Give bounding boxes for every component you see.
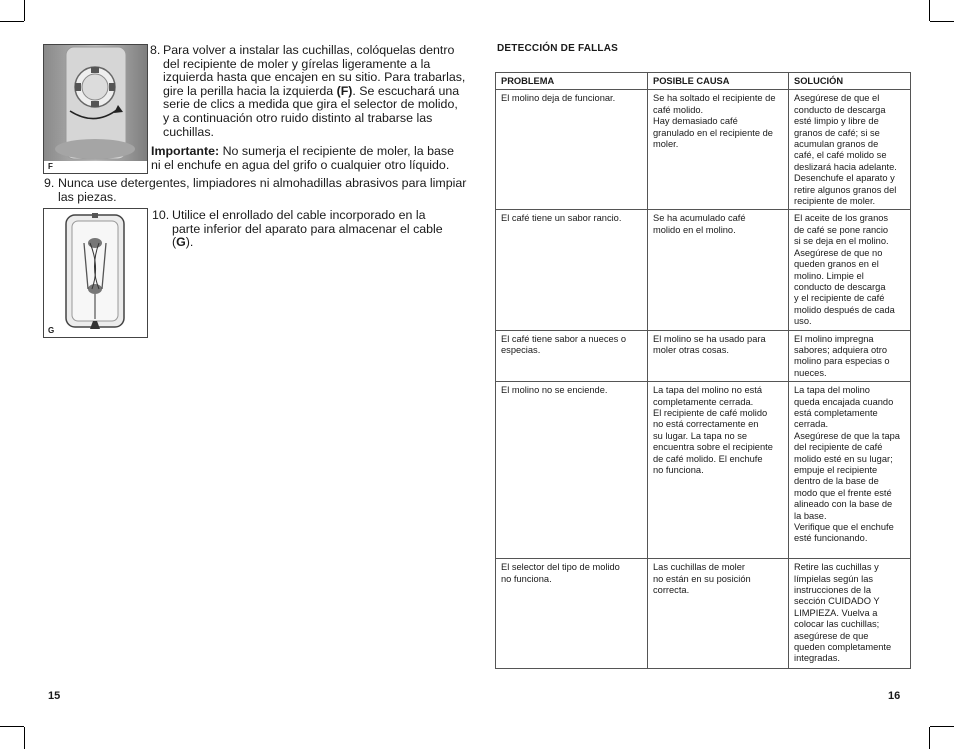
cell-line: moler otras cosas. bbox=[653, 344, 729, 355]
cell-cause bbox=[648, 330, 789, 382]
table-row bbox=[496, 559, 911, 669]
paren-close: ). bbox=[185, 235, 194, 250]
cell-line: recipiente de moler. bbox=[794, 196, 876, 207]
cell-line: Retire las cuchillas y bbox=[794, 562, 879, 573]
cell-solution bbox=[789, 559, 911, 669]
cell-problem bbox=[496, 559, 648, 669]
cell-solution bbox=[789, 382, 911, 559]
cell-line: Asegúrese de que no bbox=[794, 247, 883, 258]
troubleshooting-table bbox=[495, 72, 911, 669]
cell-line: El molino se ha usado para bbox=[653, 333, 766, 344]
step-8-line bbox=[163, 85, 460, 99]
cell-line: Las cuchillas de moler bbox=[653, 562, 745, 573]
cell-line: esté limpio y libre de bbox=[794, 116, 879, 127]
cell-line: acumulan granos de bbox=[794, 139, 879, 150]
table-row bbox=[496, 210, 911, 330]
cell-line: conducto de descarga bbox=[794, 104, 886, 115]
step-8-text: gire la perilla hacia la izquierda bbox=[163, 83, 337, 98]
cell-cause bbox=[648, 382, 789, 559]
step-9 bbox=[44, 176, 467, 204]
cell-line: El molino deja de funcionar. bbox=[501, 93, 616, 104]
table-row bbox=[496, 90, 911, 210]
cell-line: La tapa del molino no está bbox=[653, 385, 763, 396]
cell-line: dentro de la base de bbox=[794, 476, 879, 487]
cell-line: esté funcionando. bbox=[794, 533, 868, 544]
step-number: 8. bbox=[150, 43, 161, 57]
cell-line: la base. bbox=[794, 510, 827, 521]
cell-line: deslizará hacia adelante. bbox=[794, 161, 897, 172]
section-title: DETECCIÓN DE FALLAS bbox=[497, 43, 619, 54]
cell-cause bbox=[648, 90, 789, 210]
step-10-line bbox=[172, 236, 462, 250]
cell-line: Asegúrese de que el bbox=[794, 93, 880, 104]
paren-open: ( bbox=[172, 235, 177, 250]
cell-line: El selector del tipo de molido bbox=[501, 562, 620, 573]
cell-line: no están en su posición bbox=[653, 573, 751, 584]
cell-problem bbox=[496, 90, 648, 210]
important-label: Importante: bbox=[151, 144, 220, 158]
cell-line: encuentra sobre el recipiente bbox=[653, 442, 773, 453]
cell-line: molino para especias o bbox=[794, 356, 890, 367]
cell-line: El café tiene sabor a nueces o bbox=[501, 333, 627, 344]
figure-label-f: F bbox=[48, 162, 53, 171]
important-note bbox=[151, 145, 461, 172]
cell-line: Hay demasiado café bbox=[653, 116, 738, 127]
step-number: 10. bbox=[152, 208, 170, 222]
cell-line: instrucciones de la bbox=[794, 584, 871, 595]
cell-line: molido en el molino. bbox=[653, 224, 736, 235]
cell-line: moler. bbox=[653, 139, 679, 150]
cell-line: Desenchufe el aparato y bbox=[794, 173, 895, 184]
step-8 bbox=[150, 43, 466, 139]
cell-line: no funciona. bbox=[653, 465, 704, 475]
cell-line: molido esté en su lugar; bbox=[794, 453, 893, 464]
cell-line: correcta. bbox=[653, 584, 690, 595]
cord-storage-illustration bbox=[44, 209, 147, 337]
step-number: 9. bbox=[44, 176, 55, 190]
cell-line: queden granos en el bbox=[794, 259, 879, 270]
cell-line: si se deja en el molino. bbox=[794, 236, 889, 247]
cell-line: molido después de cada bbox=[794, 304, 895, 315]
cell-line: nueces. bbox=[794, 367, 827, 378]
figure-ref-g: G bbox=[176, 235, 186, 250]
cell-line: El recipiente de café molido bbox=[653, 407, 768, 418]
table-header-row bbox=[496, 73, 911, 90]
cell-line: uso. bbox=[794, 316, 812, 327]
page-number-left: 15 bbox=[48, 690, 61, 702]
crop-mark bbox=[930, 21, 954, 22]
step-8-line: serie de clics a medida que gira el selector de molido, bbox=[163, 97, 458, 112]
cell-line: modo que el frente esté bbox=[794, 487, 892, 498]
cell-line: Verifique que el enchufe bbox=[794, 522, 894, 533]
step-10 bbox=[152, 209, 462, 250]
cell-cause bbox=[648, 210, 789, 330]
step-8-line: cuchillas. bbox=[163, 124, 214, 139]
cell-solution bbox=[789, 90, 911, 210]
figure-g bbox=[43, 208, 148, 338]
step-8-line: izquierda hasta que encajen en su sitio. Para trabarlas, bbox=[163, 70, 466, 85]
cell-line: Se ha soltado el recipiente de bbox=[653, 93, 776, 104]
header-solution: SOLUCIÓN bbox=[789, 73, 911, 90]
cell-line: de café se pone rancio bbox=[794, 224, 889, 235]
cell-line: café, el café molido se bbox=[794, 150, 887, 161]
cell-problem bbox=[496, 210, 648, 330]
cell-line: queden completamente bbox=[794, 642, 892, 652]
cell-line: cerrada. bbox=[794, 419, 829, 430]
step-8-text: . Se escuchará una bbox=[352, 83, 460, 98]
cell-line: El café tiene un sabor rancio. bbox=[501, 213, 622, 224]
grinder-knob-illustration bbox=[44, 45, 147, 173]
figure-label-g: G bbox=[48, 326, 55, 335]
cell-line: está completamente bbox=[794, 407, 878, 418]
step-9-line: las piezas. bbox=[58, 189, 117, 204]
cell-line: especias. bbox=[501, 344, 541, 355]
cell-line: alineado con la base de bbox=[794, 499, 893, 510]
figure-ref-f: (F) bbox=[336, 83, 353, 98]
cell-line: no funciona. bbox=[501, 573, 552, 584]
page-number-right: 16 bbox=[888, 690, 901, 702]
crop-mark bbox=[24, 727, 25, 749]
header-problem: PROBLEMA bbox=[496, 73, 648, 90]
crop-mark bbox=[0, 726, 24, 727]
cell-cause bbox=[648, 559, 789, 669]
important-text: No sumerja el recipiente de moler, la base bbox=[219, 144, 455, 158]
cell-line: El aceite de los granos bbox=[794, 213, 889, 224]
crop-mark bbox=[929, 727, 930, 749]
step-8-line: Para volver a instalar las cuchillas, colóquelas dentro bbox=[163, 43, 455, 57]
cell-line: Asegúrese de que la tapa bbox=[794, 430, 900, 441]
table-row bbox=[496, 382, 911, 559]
important-line bbox=[151, 145, 461, 159]
cell-line: sabores; adquiera otro bbox=[794, 344, 888, 355]
cell-line: El molino impregna bbox=[794, 333, 874, 344]
cell-line: sección CUIDADO Y bbox=[794, 596, 880, 607]
cell-problem bbox=[496, 330, 648, 382]
cell-line: completamente cerrada. bbox=[653, 396, 754, 407]
cell-line: granulado en el recipiente de bbox=[653, 127, 773, 138]
cell-line: del recipiente de café bbox=[794, 442, 883, 453]
cell-solution bbox=[789, 330, 911, 382]
cell-line: granos de café; si se bbox=[794, 127, 880, 138]
cell-line: colocar las cuchillas; bbox=[794, 619, 880, 630]
cell-line: queda encajada cuando bbox=[794, 396, 894, 407]
crop-mark bbox=[929, 0, 930, 21]
cell-line: su lugar. La tapa no se bbox=[653, 430, 748, 441]
step-8-line: y a continuación otro ruido distinto al trabarse las bbox=[163, 110, 433, 125]
cell-line: y el recipiente de café bbox=[794, 293, 885, 304]
crop-mark bbox=[0, 21, 24, 22]
cell-line: molino. Limpie el bbox=[794, 270, 864, 281]
cell-line: no está correctamente en bbox=[653, 419, 759, 430]
step-9-line: Nunca use detergentes, limpiadores ni almohadillas abrasivos para limpiar bbox=[58, 176, 467, 190]
step-10-line: parte inferior del aparato para almacenar el cable bbox=[172, 221, 443, 236]
cell-line: conducto de descarga bbox=[794, 281, 886, 292]
cell-line: Se ha acumulado café bbox=[653, 213, 746, 224]
crop-mark bbox=[930, 726, 954, 727]
cell-line: asegúrese de que bbox=[794, 630, 869, 641]
cell-solution bbox=[789, 210, 911, 330]
important-line: ni el enchufe en agua del grifo o cualquier otro líquido. bbox=[151, 157, 450, 172]
step-10-line: Utilice el enrollado del cable incorporado en la bbox=[172, 208, 426, 222]
cell-line: retire algunos granos del bbox=[794, 184, 897, 195]
header-cause: POSIBLE CAUSA bbox=[648, 73, 789, 90]
cell-line: de café molido. El enchufe bbox=[653, 453, 763, 464]
cell-line: empuje el recipiente bbox=[794, 465, 878, 475]
cell-line: El molino no se enciende. bbox=[501, 385, 608, 396]
cell-line: integradas. bbox=[794, 653, 840, 664]
cell-line: límpielas según las bbox=[794, 573, 874, 584]
step-8-line: del recipiente de moler y gírelas ligeramente a la bbox=[163, 56, 431, 71]
cell-problem bbox=[496, 382, 648, 559]
crop-mark bbox=[24, 0, 25, 21]
figure-f bbox=[43, 44, 148, 174]
cell-line: La tapa del molino bbox=[794, 385, 870, 396]
cell-line: LIMPIEZA. Vuelva a bbox=[794, 607, 878, 618]
cell-line: café molido. bbox=[653, 104, 704, 115]
table-row bbox=[496, 330, 911, 382]
